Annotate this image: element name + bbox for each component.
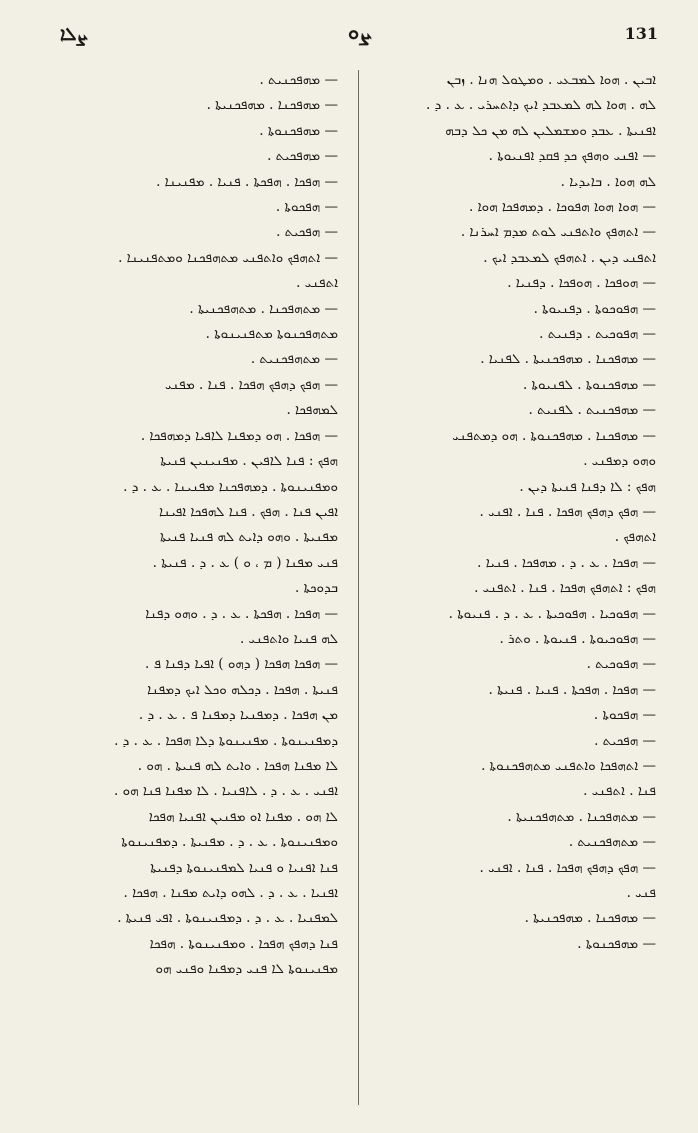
- text-line: ܐܦܢܝܬܐ . ܥܒܕ ܘܡܫܡܠܝܢ ܠܗ ܡܢ ܟܠ ܕܒܗ: [445, 122, 656, 139]
- text-line: ܗܦܟ : ܐܬܗܦܟ ܗܦܟܐ . ܦܢܐ . ܐܬܦܢܝ .: [474, 580, 656, 597]
- text-line: ܗܦܟ : ܦܢܐ ܠܐܦܝܢ . ܡܦܢܝܢܝܢ ܦܢܝܬܐ: [160, 453, 338, 470]
- text-line: ܘܡܦܢܝܢܘܬܐ . ܥ . ܕ . ܡܦܢܝܬܐ . ܕܡܦܢܝܢܘܬܐ: [121, 834, 338, 851]
- text-line: ܠܐ ܗܘ . ܡܦܢܐ ܐܘ ܡܦܢܝܢ ܐܦܢܝܐ ܗܦܟܐ: [148, 808, 338, 825]
- text-line: ܠܗ ܗܘܐ . ܒܐܝܕܝܐ .: [560, 173, 656, 190]
- page-number: 131: [624, 24, 658, 43]
- text-line: ܗܦܟ : ܠܐ ܕܦܢܐ ܦܢܝܬܐ ܕܝܢ .: [519, 478, 656, 495]
- text-line: ܦܢܐ ܕܗܦܟ ܗܦܟܐ . ܘܡܦܢܝܢܘܬܐ . ܗܦܟܐ: [149, 935, 338, 952]
- text-line: — ܗܦܟܐ . ܗܦܟܬܐ . ܥ . ܕ . ܘܗܘ ܕܦܢܐ: [145, 605, 338, 622]
- text-line: ܦܢܐ . ܐܬܦܢܝ .: [583, 783, 656, 800]
- text-line: — ܗܦܘܟܝܘܬܐ . ܦܢܝܘܬܐ . ܘܬܪ .: [499, 630, 656, 647]
- text-line: — ܗܦܟܘܬܐ .: [275, 199, 338, 216]
- text-line: ܠܡܗܦܟܐ .: [286, 402, 338, 419]
- text-line: — ܐܬܗܦܟܐ ܘܐܬܦܢܝ ܡܬܗܦܟܢܘܬܐ .: [481, 757, 656, 774]
- text-line: — ܐܦܢܝ ܘܗܦܟ ܟܕ ܦܩܕ ܐܦܢܝܘܬܐ .: [488, 148, 656, 165]
- text-line: — ܡܗܦܟܢܐ . ܡܗܦܟܢܝܬܐ .: [524, 910, 656, 927]
- text-line: — ܡܗܦܟܢܘܬܐ . ܠܦܢܝܘܬܐ .: [522, 376, 656, 393]
- text-line: — ܡܗܦܟܢܝܬ . ܠܦܢܝܬ .: [528, 402, 656, 419]
- text-line: — ܗܦܟܐ . ܗܦܟܬܐ . ܦܢܝܐ . ܦܢܝܬܐ .: [488, 681, 656, 698]
- text-line: — ܡܬܗܦܟܢܝܬ .: [568, 834, 656, 851]
- text-line: — ܡܗܦܟܢܝܬ .: [259, 72, 338, 88]
- text-line: — ܗܦܟ ܕܗܦܟ ܗܦܟܐ . ܦܢܐ . ܐܦܢܝ .: [479, 503, 656, 520]
- page-header: [60, 20, 658, 60]
- column-divider: [358, 70, 359, 1105]
- text-line: — ܗܦܟܐ ܗܦܟܐ ( ܕܗܘ ) ܐܦܝܐ ܕܦܢܐ ܦ .: [145, 656, 338, 673]
- text-line: ܐܦܝܢ ܦܢܐ . ܗܦܟ . ܦܢܐ ܠܗܦܟܐ ܐܦܝܢܐ: [158, 503, 338, 520]
- text-line: ܦܢܝ .: [626, 885, 656, 901]
- text-line: — ܡܗܦܟܢܐ . ܡܗܦܟܢܘܬܐ . ܗܘ ܕܡܬܦܢܝ: [452, 427, 656, 444]
- text-line: ܘܗܘ ܕܡܦܢܝ .: [583, 453, 656, 470]
- text-line: — ܡܗܦܟܢܘܬܐ .: [259, 122, 338, 139]
- text-line: — ܡܗܦܟܢܘܬܐ .: [577, 935, 656, 952]
- text-line: ܦܢܝ ܡܦܢܐ ( ܡ ، ܘ ) ܥ . ܕ . ܦܢܝܬܐ .: [152, 554, 338, 571]
- text-line: — ܡܬܗܦܟܢܐ . ܡܬܗܦܟܢܝܬܐ .: [189, 300, 338, 317]
- text-line: — ܡܗܦܟܢܐ . ܡܗܦܟܢܝܬܐ .: [206, 97, 338, 114]
- text-line: ܠܐ ܡܦܢܐ ܗܦܟܐ . ܘܐܝܬ ܠܗ ܦܢܝܬܐ . ܗܘ .: [137, 757, 338, 774]
- text-line: ܠܗ ܦܢܝܐ ܘܐܬܦܢܝ .: [239, 630, 338, 647]
- text-line: — ܗܦܟܝܬ .: [594, 732, 656, 749]
- text-line: ܐܬܦܢܝ ܕܝܢ . ܐܬܗܦܟ ܠܡܥܒܕ ܐܝܟ .: [483, 249, 656, 266]
- text-line: ܦܢܝܬܐ . ܗܦܟܐ . ܕܟܠܗ ܘܟܠ ܐܝܟ ܕܡܦܢܐ: [147, 681, 338, 698]
- text-line: — ܗܦܟܘܬܐ .: [593, 707, 656, 724]
- text-line: — ܐܬܗܦܟ ܘܐܬܦܢܝ ܠܘܬ ܡܕܡ ܐܚܪܢܐ .: [460, 224, 656, 241]
- text-line: — ܗܦܟܝܬ .: [276, 224, 338, 241]
- header-center-letter: ܨܘ: [348, 20, 370, 44]
- left-text-column: [46, 68, 338, 983]
- text-line: ܡܬܗܦܟܢܘܬܐ ܡܬܦܢܝܢܘܬܐ .: [205, 326, 338, 343]
- text-line: ܐܒܝܢ . ܗܘܐ ܠܡܒܥܝ . ܘܡܛܘܠ ܗܢܐ . ܙܒܢ: [446, 72, 656, 88]
- text-line: ܘܡܦܢܝܢܘܬܐ . ܕܡܗܦܟܢܐ ܡܦܢܝܢܐ . ܥ . ܕ .: [123, 478, 338, 495]
- text-line: ܦܢܐ ܐܦܢܝܐ ܘ ܦܢܝܐ ܠܡܦܢܝܢܘܬܐ ܕܦܢܝܬܐ: [150, 859, 338, 876]
- text-line: ܡܦܢܝܬܐ . ܘܗܘ ܕܐܝܬ ܠܗ ܦܢܝܐ ܦܢܝܬܐ: [160, 529, 338, 546]
- text-line: ܠܗ . ܗܘܐ ܠܗ ܠܡܥܒܕ ܐܝܟ ܕܐܬܚܪܝ . ܥ . ܕ .: [426, 97, 656, 114]
- text-line: — ܗܦܘܟܝܬ .: [586, 656, 656, 673]
- text-line: ܐܦܢܝ . ܥ . ܕ . ܠܐܦܢܝܐ . ܠܐ ܡܦܢܐ ܦܢܐ ܗܘ .: [114, 783, 338, 800]
- text-line: — ܡܗܦܟܢܐ . ܡܗܦܟܢܝܬܐ . ܠܦܢܝܐ .: [480, 351, 656, 368]
- text-line: ܠܡܦܢܝܐ . ܥ . ܕ . ܕܡܦܢܝܢܘܬܐ . ܐܦܝ ܦܢܝܬܐ .: [117, 910, 338, 927]
- text-line: — ܗܦܘܟܝܐ . ܗܦܘܟܝܬܐ . ܥ . ܕ . ܦܢܝܘܬܐ .: [448, 605, 656, 622]
- text-line: — ܐܬܗܦܟ ܘܐܬܦܢܝ ܡܬܗܦܟܢܐ ܘܡܬܦܢܝܢܐ .: [118, 249, 338, 266]
- text-line: — ܡܬܗܦܟܢܝܬ .: [250, 351, 338, 368]
- text-line: ܡܦܢܝܢܘܬܐ ܠܐ ܦܢܝ ܕܡܦܢܐ ܘܦܢܝ ܗܘ: [155, 961, 338, 978]
- text-line: ܡܢ ܗܦܟܐ . ܕܡܦܢܝܐ ܕܡܦܢܐ ܦ . ܥ . ܕ .: [138, 707, 338, 724]
- text-line: ܐܦܢܝܐ . ܥ . ܕ . ܠܗܘ ܕܐܝܬ ܡܦܢܐ . ܗܦܟܐ .: [123, 885, 338, 901]
- text-line: — ܗܦܟܐ . ܗܘ ܕܡܦܢܐ ܠܐܦܝܐ ܕܡܗܦܟܐ .: [140, 427, 338, 444]
- text-line: — ܗܦܘܟܘܬܐ . ܕܦܢܝܘܬܐ .: [533, 300, 656, 317]
- text-line: — ܗܘܐ ܗܘܐ ܗܦܘܟܐ . ܕܡܗܦܟܐ ܗܘܐ .: [468, 199, 656, 216]
- text-line: ܐܬܦܢܝ .: [296, 275, 338, 292]
- header-left-running-head: ܨܠܐ: [60, 24, 88, 45]
- text-line: ܕܡܦܢܝܢܘܬܐ . ܡܦܢܝܢܘܬܐ ܕܠܐ ܗܦܟܐ . ܥ . ܕ .: [114, 732, 338, 749]
- text-line: — ܗܘܦܟܐ . ܗܘܦܟܐ . ܕܦܢܝܐ .: [507, 275, 656, 292]
- text-line: — ܡܗܦܟܝܬ .: [267, 148, 338, 165]
- text-line: — ܗܦܟܐ . ܗܦܟܬܐ . ܦܢܝܐ . ܡܦܢܝܢܐ .: [156, 173, 338, 190]
- text-line: — ܗܦܟܐ . ܥ . ܕ . ܡܗܦܟܐ . ܦܢܝܐ .: [477, 554, 656, 571]
- text-line: — ܡܬܗܦܟܢܐ . ܡܬܗܦܟܢܝܬܐ .: [507, 808, 656, 825]
- text-line: ܒܕܘܟܬܐ .: [294, 580, 338, 597]
- right-text-column: [364, 68, 656, 957]
- text-line: — ܗܦܟ ܕܗܦܟ ܗܦܟܐ . ܦܢܐ . ܐܦܢܝ .: [479, 859, 656, 876]
- text-line: — ܗܦܘܟܝܬ . ܕܦܢܝܬ .: [539, 326, 656, 343]
- text-line: ܐܬܗܦܟ .: [614, 529, 656, 546]
- text-line: — ܗܦܟ ܕܗܦܟ ܗܦܟܐ . ܦܢܐ . ܡܦܢܝ: [164, 376, 338, 393]
